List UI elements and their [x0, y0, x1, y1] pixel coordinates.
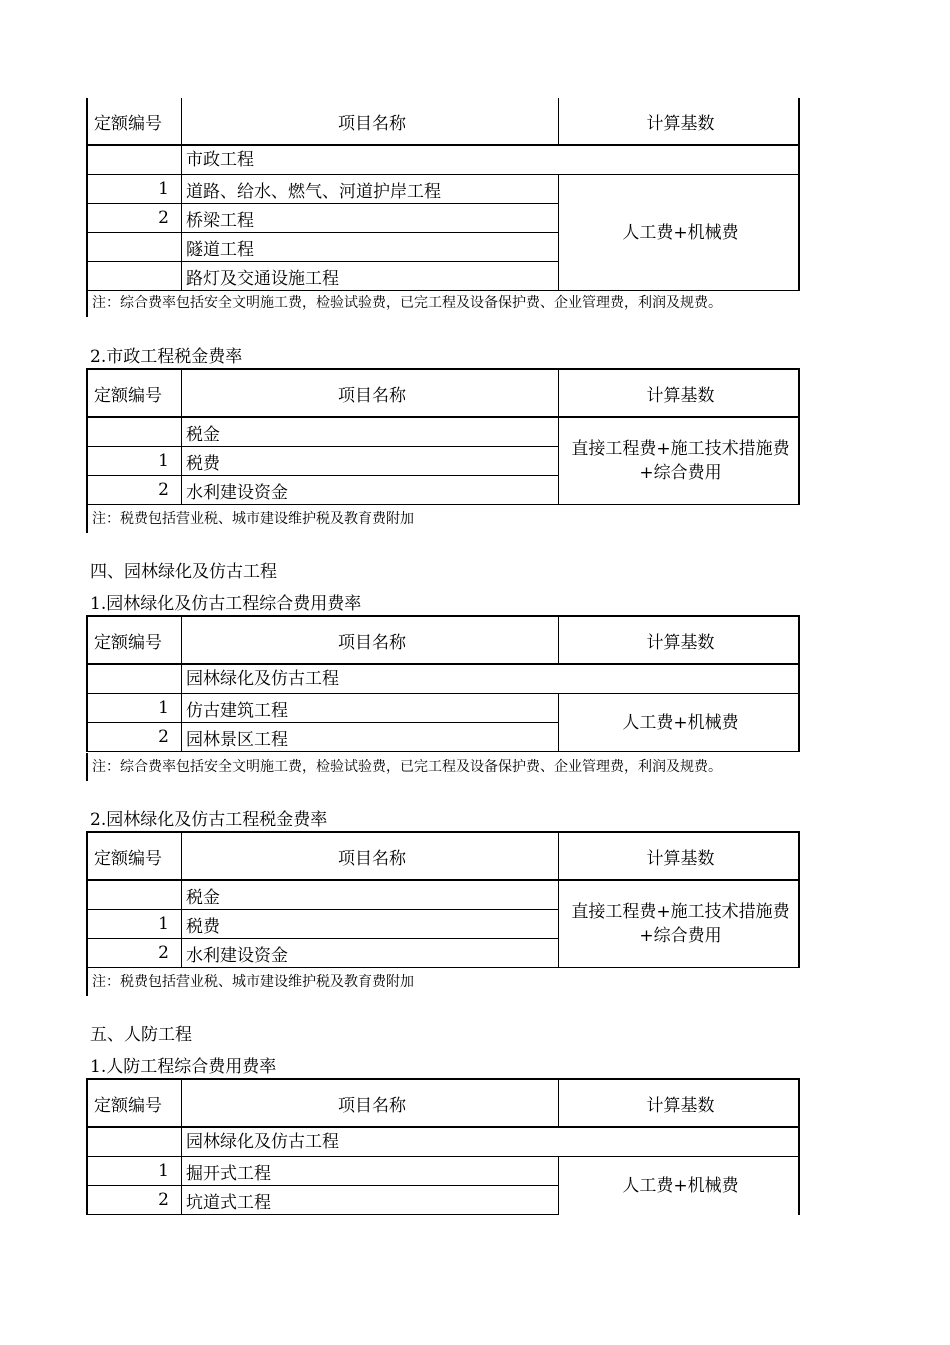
table-base-value: 人工费+机械费 [559, 694, 800, 752]
table-row-name: 园林绿化及仿古工程 [182, 1127, 800, 1157]
header-base: 计算基数 [559, 98, 800, 145]
table-note: 注：综合费率包括安全文明施工费，检验试验费，已完工程及设备保护费、企业管理费，利润及规费。 [86, 289, 792, 317]
table-row-code: 1 [87, 447, 182, 476]
section-heading: 1.园林绿化及仿古工程综合费用费率 [90, 594, 362, 614]
table-row-code: 2 [87, 476, 182, 505]
table-base-value: 人工费+机械费 [559, 1157, 800, 1215]
table-note: 注：税费包括营业税、城市建设维护税及教育费附加 [86, 968, 792, 996]
table-row-code: 2 [87, 1186, 182, 1215]
table-row-name: 税金 [182, 417, 559, 447]
civil-defense-rate-table [86, 1078, 800, 1215]
header-base: 计算基数 [559, 616, 800, 664]
table-row-name: 路灯及交通设施工程 [182, 262, 559, 291]
table-row-name: 坑道式工程 [182, 1186, 559, 1215]
section-heading: 1.人防工程综合费用费率 [90, 1057, 277, 1077]
garden-tax-table [86, 831, 800, 968]
header-code: 定额编号 [87, 98, 182, 145]
header-base: 计算基数 [559, 369, 800, 417]
table-note: 注：税费包括营业税、城市建设维护税及教育费附加 [86, 505, 792, 533]
header-name: 项目名称 [182, 616, 559, 664]
table-row-code: 1 [87, 1157, 182, 1186]
header-base: 计算基数 [559, 1079, 800, 1127]
table-row-name: 水利建设资金 [182, 939, 559, 968]
table-row-code: 2 [87, 939, 182, 968]
table-row-name: 桥梁工程 [182, 204, 559, 233]
section-heading: 2.市政工程税金费率 [90, 347, 243, 367]
chapter-heading: 五、人防工程 [90, 1025, 192, 1045]
table-row-name: 税费 [182, 910, 559, 939]
table-row-code [87, 145, 182, 175]
table-row-name: 仿古建筑工程 [182, 694, 559, 723]
header-code: 定额编号 [87, 1079, 182, 1127]
table-row-name: 税金 [182, 880, 559, 910]
header-name: 项目名称 [182, 832, 559, 880]
header-name: 项目名称 [182, 369, 559, 417]
table-row-name: 市政工程 [182, 145, 800, 175]
table-base-value: 直接工程费+施工技术措施费+综合费用 [559, 417, 800, 505]
table-row-code [87, 233, 182, 262]
municipal-rate-table [86, 98, 800, 291]
table-row-name: 掘开式工程 [182, 1157, 559, 1186]
table-row-code [87, 417, 182, 447]
table-row-code: 1 [87, 694, 182, 723]
table-row-name: 水利建设资金 [182, 476, 559, 505]
table-row-code [87, 1127, 182, 1157]
table-row-code: 1 [87, 175, 182, 204]
garden-rate-table [86, 615, 800, 752]
table-row-code [87, 262, 182, 291]
section-heading: 2.园林绿化及仿古工程税金费率 [90, 810, 328, 830]
table-row-code: 1 [87, 910, 182, 939]
table-row-name: 道路、给水、燃气、河道护岸工程 [182, 175, 559, 204]
table-base-value: 人工费+机械费 [559, 175, 800, 291]
header-name: 项目名称 [182, 98, 559, 145]
table-row-code [87, 664, 182, 694]
table-row-code: 2 [87, 204, 182, 233]
header-name: 项目名称 [182, 1079, 559, 1127]
table-row-name: 园林景区工程 [182, 723, 559, 752]
table-base-value: 直接工程费+施工技术措施费+综合费用 [559, 880, 800, 968]
header-code: 定额编号 [87, 616, 182, 664]
table-row-code: 2 [87, 723, 182, 752]
header-code: 定额编号 [87, 369, 182, 417]
table-row-name: 税费 [182, 447, 559, 476]
table-note: 注：综合费率包括安全文明施工费，检验试验费，已完工程及设备保护费、企业管理费，利润及规费。 [86, 753, 792, 781]
table-row-name: 园林绿化及仿古工程 [182, 664, 800, 694]
chapter-heading: 四、园林绿化及仿古工程 [90, 562, 277, 582]
header-base: 计算基数 [559, 832, 800, 880]
header-code: 定额编号 [87, 832, 182, 880]
table-row-name: 隧道工程 [182, 233, 559, 262]
municipal-tax-table [86, 368, 800, 505]
table-row-code [87, 880, 182, 910]
